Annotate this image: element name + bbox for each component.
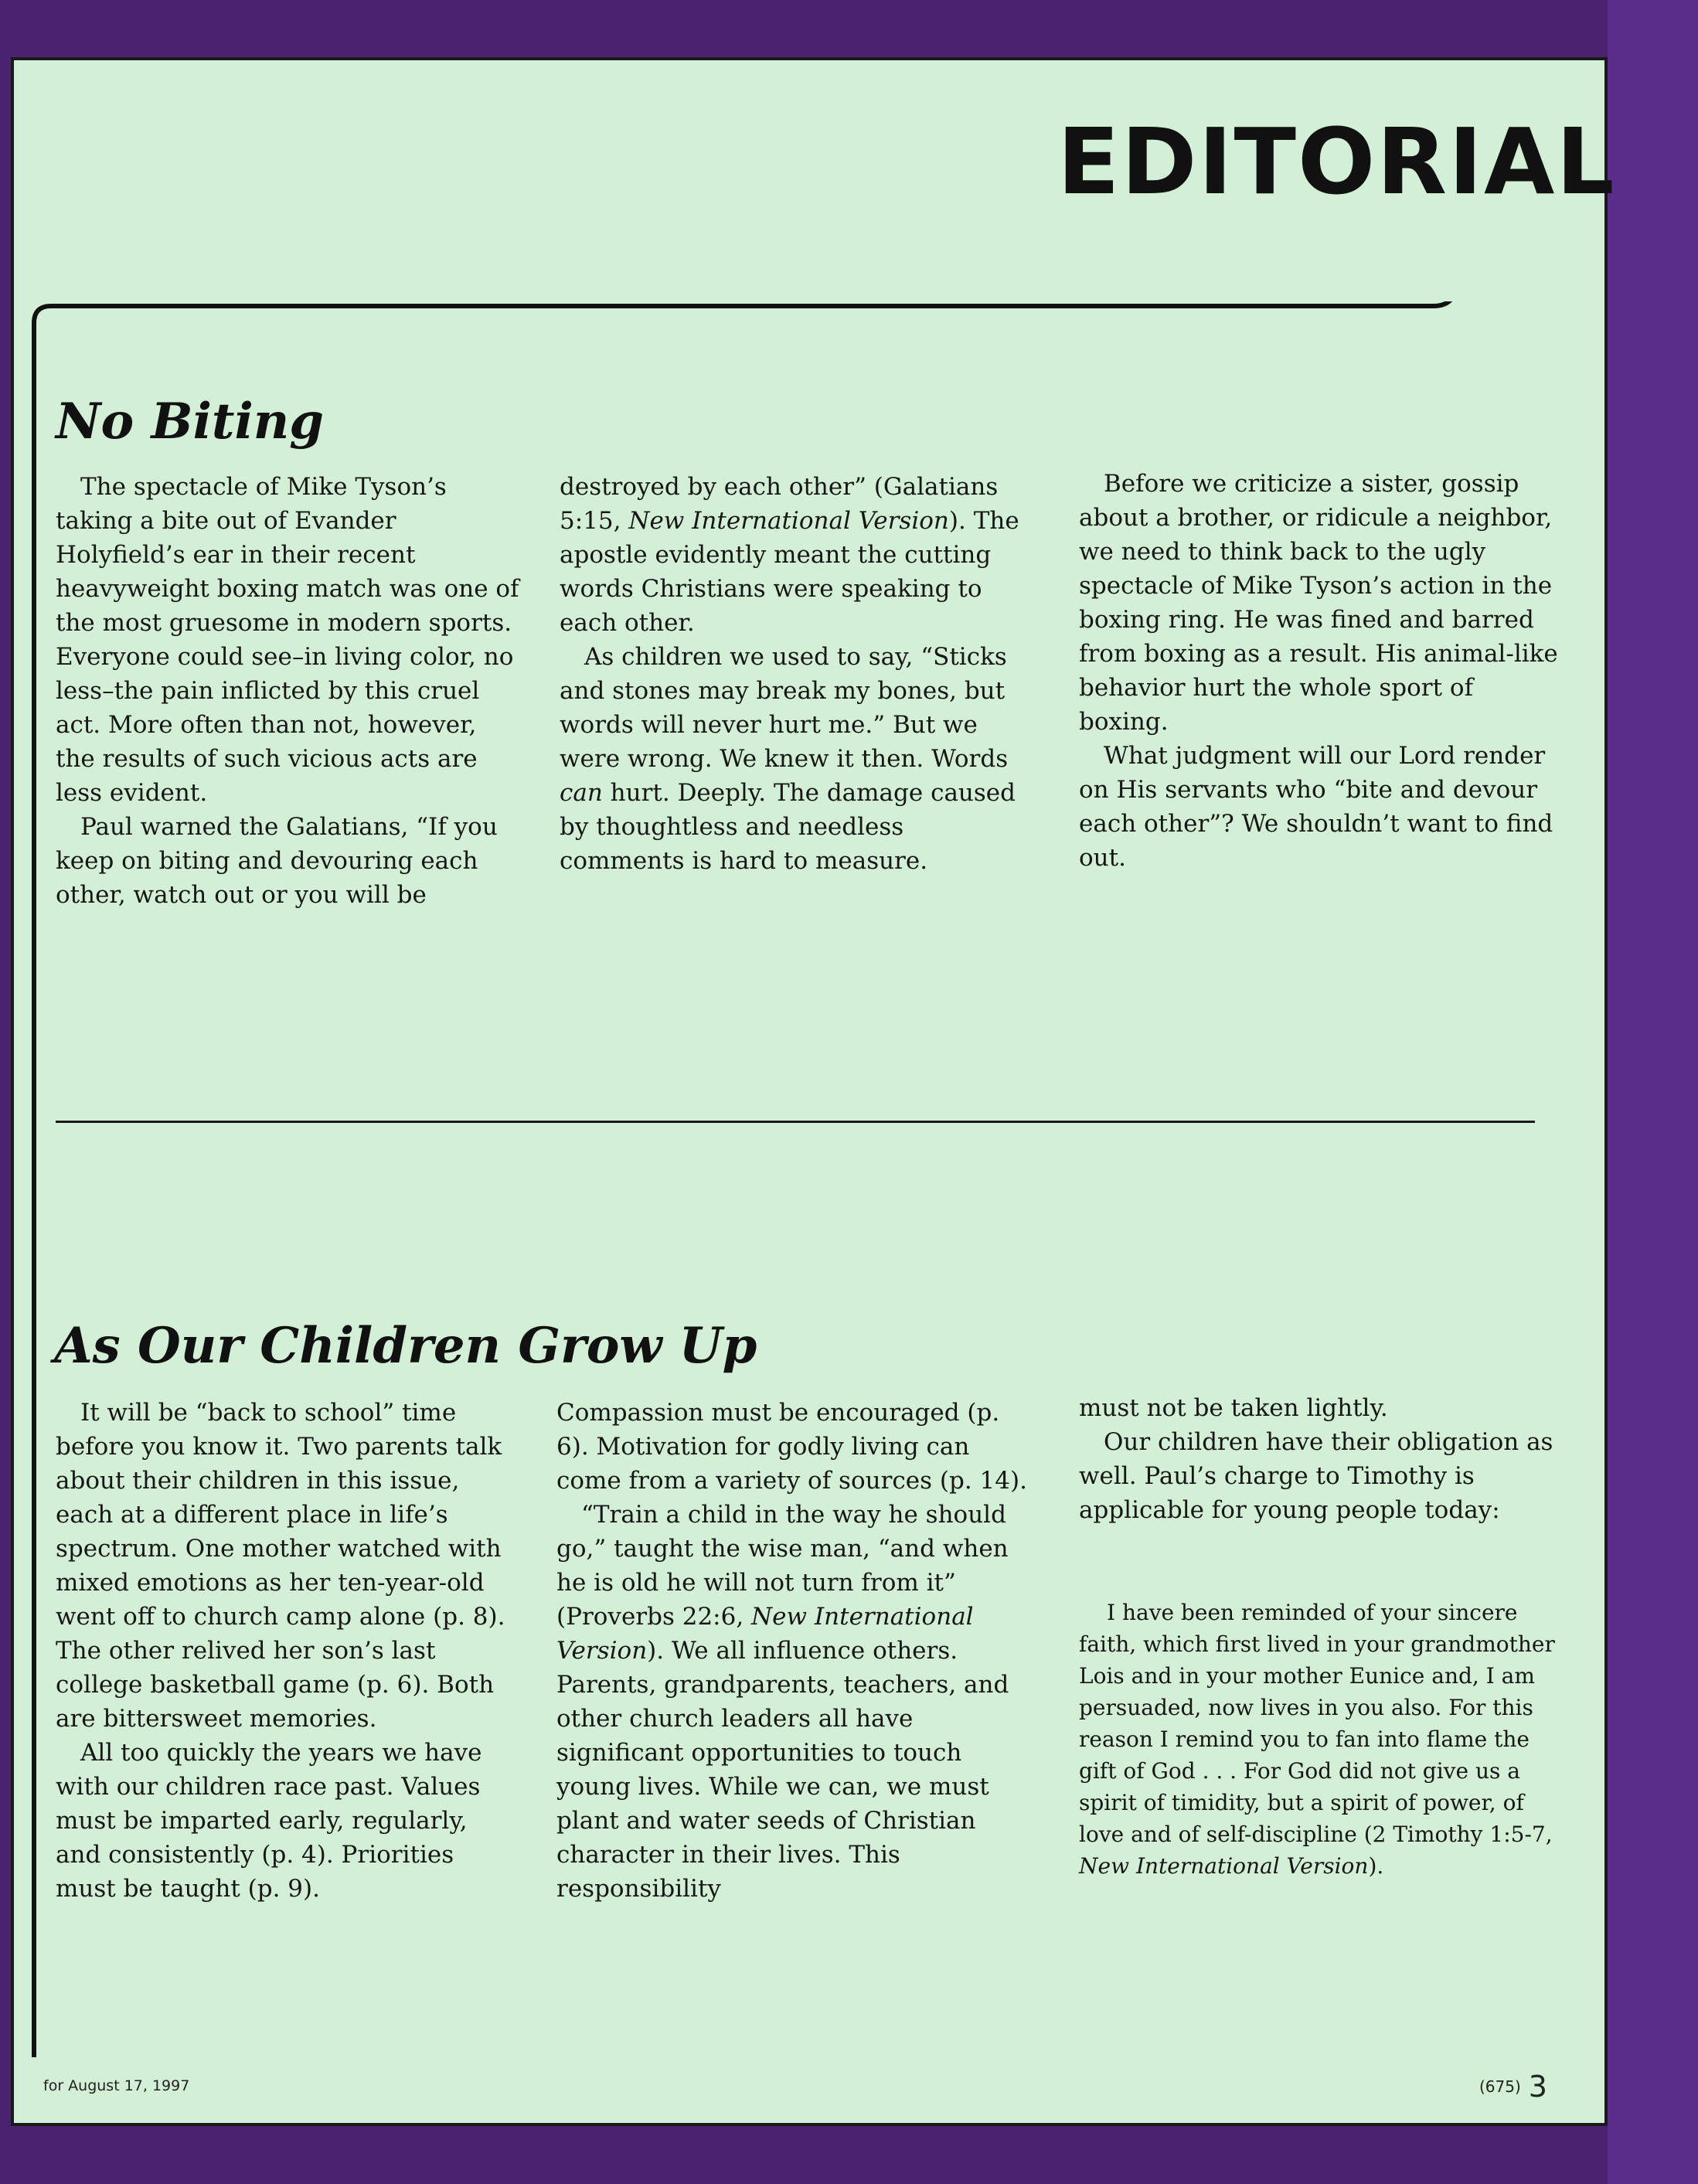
article2-column-3 [1079,1391,1558,1527]
magazine-backdrop [1608,0,1698,2184]
article2-paragraph: All too quickly the years we have with our children race past. Values must be imparted early, regularly, and consistently (p. 4). Priorities must be taught (p. 9). [56,1739,482,1903]
article2-paragraph: It will be “back to school” time before you know it. Two parents talk about their children in this issue, each at a different place in life’s spectrum. One mother watched with mixed emotions as her ten-year-old went off to church camp alone (p. 8). The other relived her son’s last college basketball game (p. 6). Both are bittersweet memories. [56,1399,505,1733]
article1-paragraph: What judgment will our Lord render on His servants who “bite and devour each other”? We shouldn’t want to find out. [1079,742,1553,872]
article1-column-2 [560,470,1023,878]
article2-paragraph: Our children have their obligation as well. Paul’s charge to Timothy is applicable for young people today: [1079,1428,1553,1524]
section-divider [56,1121,1535,1123]
folio-code: (675) [1479,2077,1521,2096]
article2-paragraph: “Train a child in the way he should go,” taught the wise man, “and when he is old he will not turn from it” (Proverbs 22:6, New International Version). We all influence others. Parents, grandparents, teachers, and other church leaders all have significant opportunities to touch young lives. While we can, we must plant and water seeds of Christian character in their lives. This responsibility [556,1501,1009,1903]
article1-column-1 [56,470,519,912]
article2-paragraph: must not be taken lightly. [1079,1394,1388,1422]
article2-column-1 [56,1396,519,1906]
article-title-children: As Our Children Grow Up [54,1317,757,1375]
article1-paragraph: destroyed by each other” (Galatians 5:15, New International Version). The apostle evidently meant the cutting words Christians were speaking to each other. [560,473,1019,637]
page-folio [1479,2070,1547,2104]
article-title-no-biting: No Biting [56,393,325,451]
page-number: 3 [1528,2070,1547,2104]
article1-paragraph: Paul warned the Galatians, “If you keep on biting and devouring each other, watch out or you will be [56,813,498,909]
editorial-masthead: EDITORIAL [1057,108,1616,215]
article2-column-2 [556,1396,1028,1906]
article2-paragraph: Compassion must be encouraged (p. 6). Motivation for godly living can come from a variety of sources (p. 14). [556,1399,1027,1495]
quote-text: I have been reminded of your sincere faith, which first lived in your grandmother Lois and in your mother Eunice and, I am persuaded, now lives in you also. For this reason I remind you to fan into flame the gift of God . . . For God did not give us a spirit of timidity, but a spirit of power, of love and of self-discipline (2 Timothy 1:5-7, New International Version). [1079,1600,1555,1879]
article1-paragraph: As children we used to say, “Sticks and stones may break my bones, but words will never hurt me.” But we were wrong. We knew it then. Words can hurt. Deeply. The damage caused by thoughtless and needless comments is hard to measure. [560,643,1016,875]
article1-paragraph: Before we criticize a sister, gossip about a brother, or ridicule a neighbor, we need to think back to the ugly spectacle of Mike Tyson’s action in the boxing ring. He was fined and barred from boxing as a result. His animal-like behavior hurt the whole sport of boxing. [1079,470,1558,736]
article1-column-3 [1079,467,1558,875]
scripture-quote [1079,1597,1558,1882]
issue-date: for August 17, 1997 [43,2077,190,2094]
article1-paragraph: The spectacle of Mike Tyson’s taking a bite out of Evander Holyfield’s ear in their recent heavyweight boxing match was one of the most gruesome in modern sports. Everyone could see–in living color, no less–the pain inflicted by this cruel act. More often than not, however, the results of such vicious acts are less evident. [56,473,519,807]
